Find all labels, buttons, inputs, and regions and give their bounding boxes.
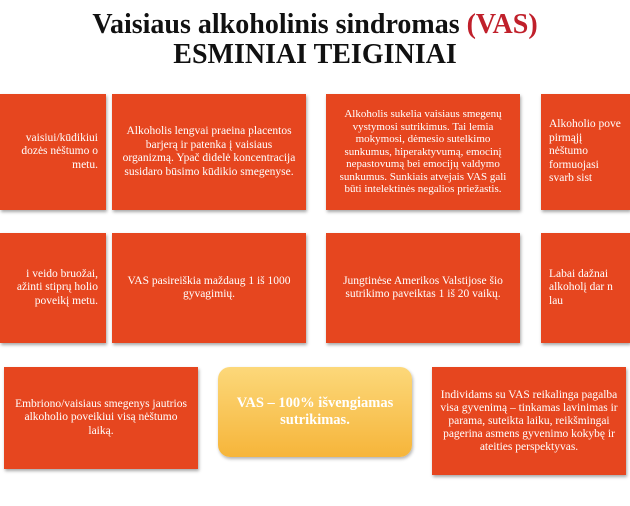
fact-box-row2-col3: [326, 233, 520, 343]
fact-box-row2-col4: [541, 233, 630, 343]
title-line-1: [0, 10, 630, 40]
fact-text: VAS pasireiškia maždaug 1 iš 1000 gyvagimių.: [127, 274, 291, 300]
fact-text: Embriono/vaisiaus smegenys jautrios alkoholio poveikiui visą nėštumo laiką.: [15, 397, 187, 437]
fact-text: Labai dažnai alkoholį dar n lau: [549, 267, 613, 307]
fact-box-row1-col1: [0, 94, 106, 210]
page-title: [0, 10, 630, 70]
fact-box-row3-col1: [4, 367, 198, 469]
fact-text: Alkoholis sukelia vaisiaus smegenų vystymosi sutrikimus. Tai lemia mokymosi, dėmesio sutelkimo sunkumus, hiperaktyvumą, emocinį nepastovumą bei emocijų valdymo sunkumus. Sunkiais atvejais VAS gali būti intelektinės negalios priežastis.: [339, 107, 507, 196]
fact-box-row1-col4: [541, 94, 630, 210]
fact-text: i veido bruožai, ažinti stiprų holio poveikį metu.: [16, 267, 98, 307]
fact-box-row3-col3: [432, 367, 626, 475]
highlight-box: [218, 367, 412, 457]
title-main: Vaisiaus alkoholinis sindromas: [92, 9, 467, 40]
fact-text: Alkoholis lengvai praeina placentos barjerą ir patenka į vaisiaus organizmą. Ypač didelė koncentracija susidaro būsimo kūdikio smegenyse.: [122, 125, 296, 178]
fact-text: vaisiui/kūdikiui dozės nėštumo o metu.: [21, 131, 98, 171]
title-line-2: ESMINIAI TEIGINIAI: [173, 39, 457, 70]
fact-box-row2-col2: [112, 233, 306, 343]
title-accent: (VAS): [466, 9, 538, 40]
fact-box-row1-col2: [112, 94, 306, 210]
fact-box-row2-col1: [0, 233, 106, 343]
highlight-text: VAS – 100% išvengiamas sutrikimas.: [236, 395, 394, 428]
fact-text: Alkoholio pove pirmąjį nėštumo formuojasi svarb sist: [549, 118, 621, 185]
fact-text: Individams su VAS reikalinga pagalba visa gyvenimą – tinkamas lavinimas ir parama, suteikta laiku, reikšmingai pagerina asmens gyvenimo kokybę ir ateities perspektyvas.: [440, 388, 618, 453]
fact-box-row1-col3: [326, 94, 520, 210]
fact-text: Jungtinėse Amerikos Valstijose šio sutrikimo paveiktas 1 iš 20 vaikų.: [343, 274, 503, 300]
